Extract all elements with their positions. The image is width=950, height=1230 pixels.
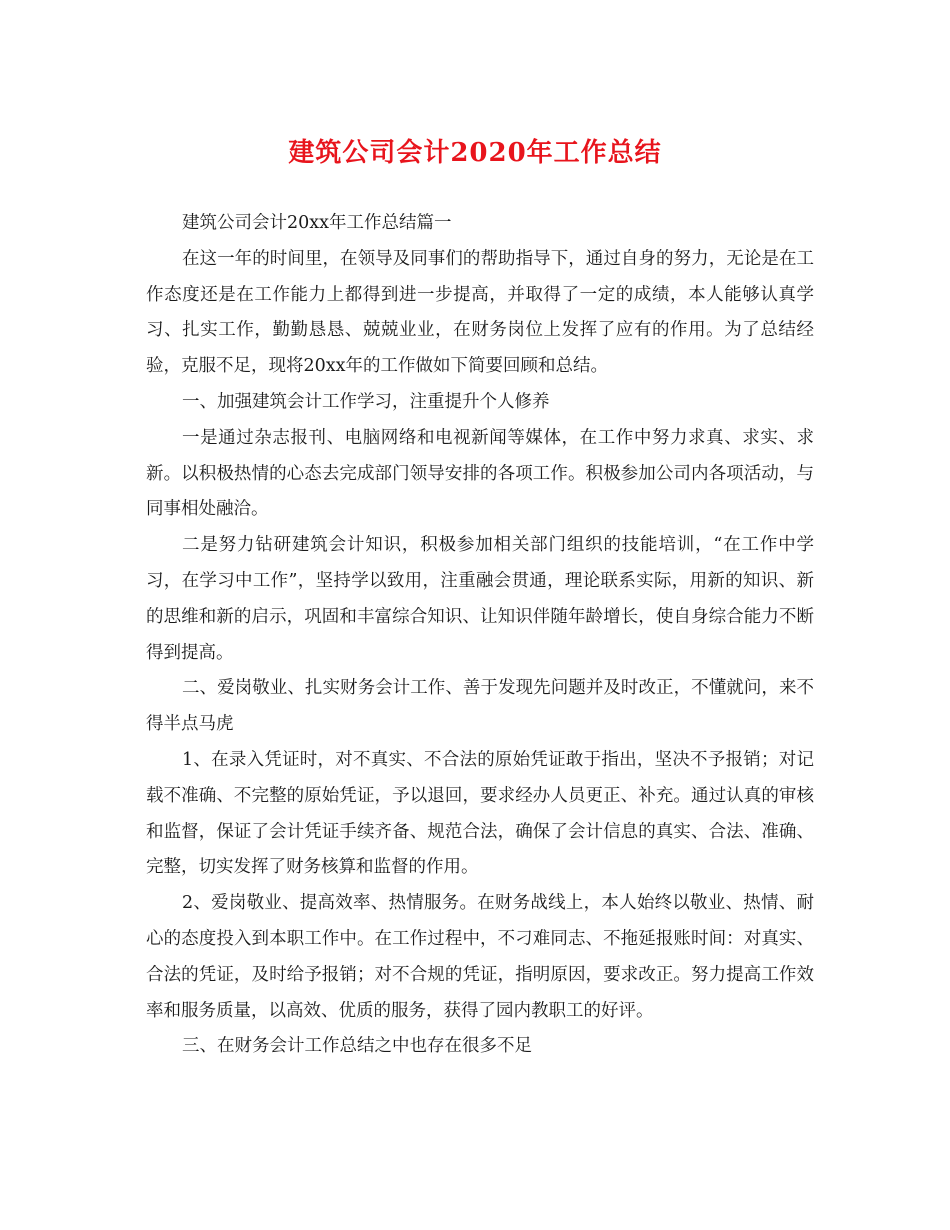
body-paragraph: 一是通过杂志报刊、电脑网络和电视新闻等媒体，在工作中努力求真、求实、求新。以积极热情的心态去完成部门领导安排的各项工作。积极参加公司内各项活动，与同事相处融洽。 [146, 427, 814, 520]
body-paragraph: 二是努力钻研建筑会计知识，积极参加相关部门组织的技能培训，“在工作中学习，在学习中工作”，坚持学以致用，注重融会贯通，理论联系实际，用新的知识、新的思维和新的启示，巩固和丰富综合知识、让知识伴随年龄增长，使自身综合能力不断得到提高。 [146, 535, 814, 663]
body-paragraph: 在这一年的时间里，在领导及同事们的帮助指导下，通过自身的努力，无论是在工作态度还是在工作能力上都得到进一步提高，并取得了一定的成绩，本人能够认真学习、扎实工作，勤勤恳恳、兢兢业业，在财务岗位上发挥了应有的作用。为了总结经验，克服不足，现将20xx年的工作做如下简要回顾和总结。 [146, 248, 814, 377]
document-title: 建筑公司会计2020年工作总结 [288, 138, 662, 168]
body-paragraph: 1、在录入凭证时，对不真实、不合法的原始凭证敢于指出，坚决不予报销；对记载不准确、不完整的原始凭证，予以退回，要求经办人员更正、补充。通过认真的审核和监督，保证了会计凭证手续齐备、规范合法，确保了会计信息的真实、合法、准确、完整，切实发挥了财务核算和监督的作用。 [146, 749, 814, 878]
body-paragraph: 2、爱岗敬业、提高效率、热情服务。在财务战线上，本人始终以敬业、热情、耐心的态度投入到本职工作中。在工作过程中，不刁难同志、不拖延报账时间：对真实、合法的凭证，及时给予报销；对不合规的凭证，指明原因，要求改正。努力提高工作效率和服务质量，以高效、优质的服务，获得了园内教职工的好评。 [146, 893, 814, 1021]
section-heading: 建筑公司会计20xx年工作总结篇一 [182, 213, 452, 233]
section-heading: 一、加强建筑会计工作学习，注重提升个人修养 [182, 391, 550, 412]
section-heading: 三、在财务会计工作总结之中也存在很多不足 [182, 1036, 532, 1057]
section-heading: 二、爱岗敬业、扎实财务会计工作、善于发现先问题并及时改正，不懂就问，来不得半点马虎 [146, 678, 814, 735]
document-body [146, 206, 814, 1065]
